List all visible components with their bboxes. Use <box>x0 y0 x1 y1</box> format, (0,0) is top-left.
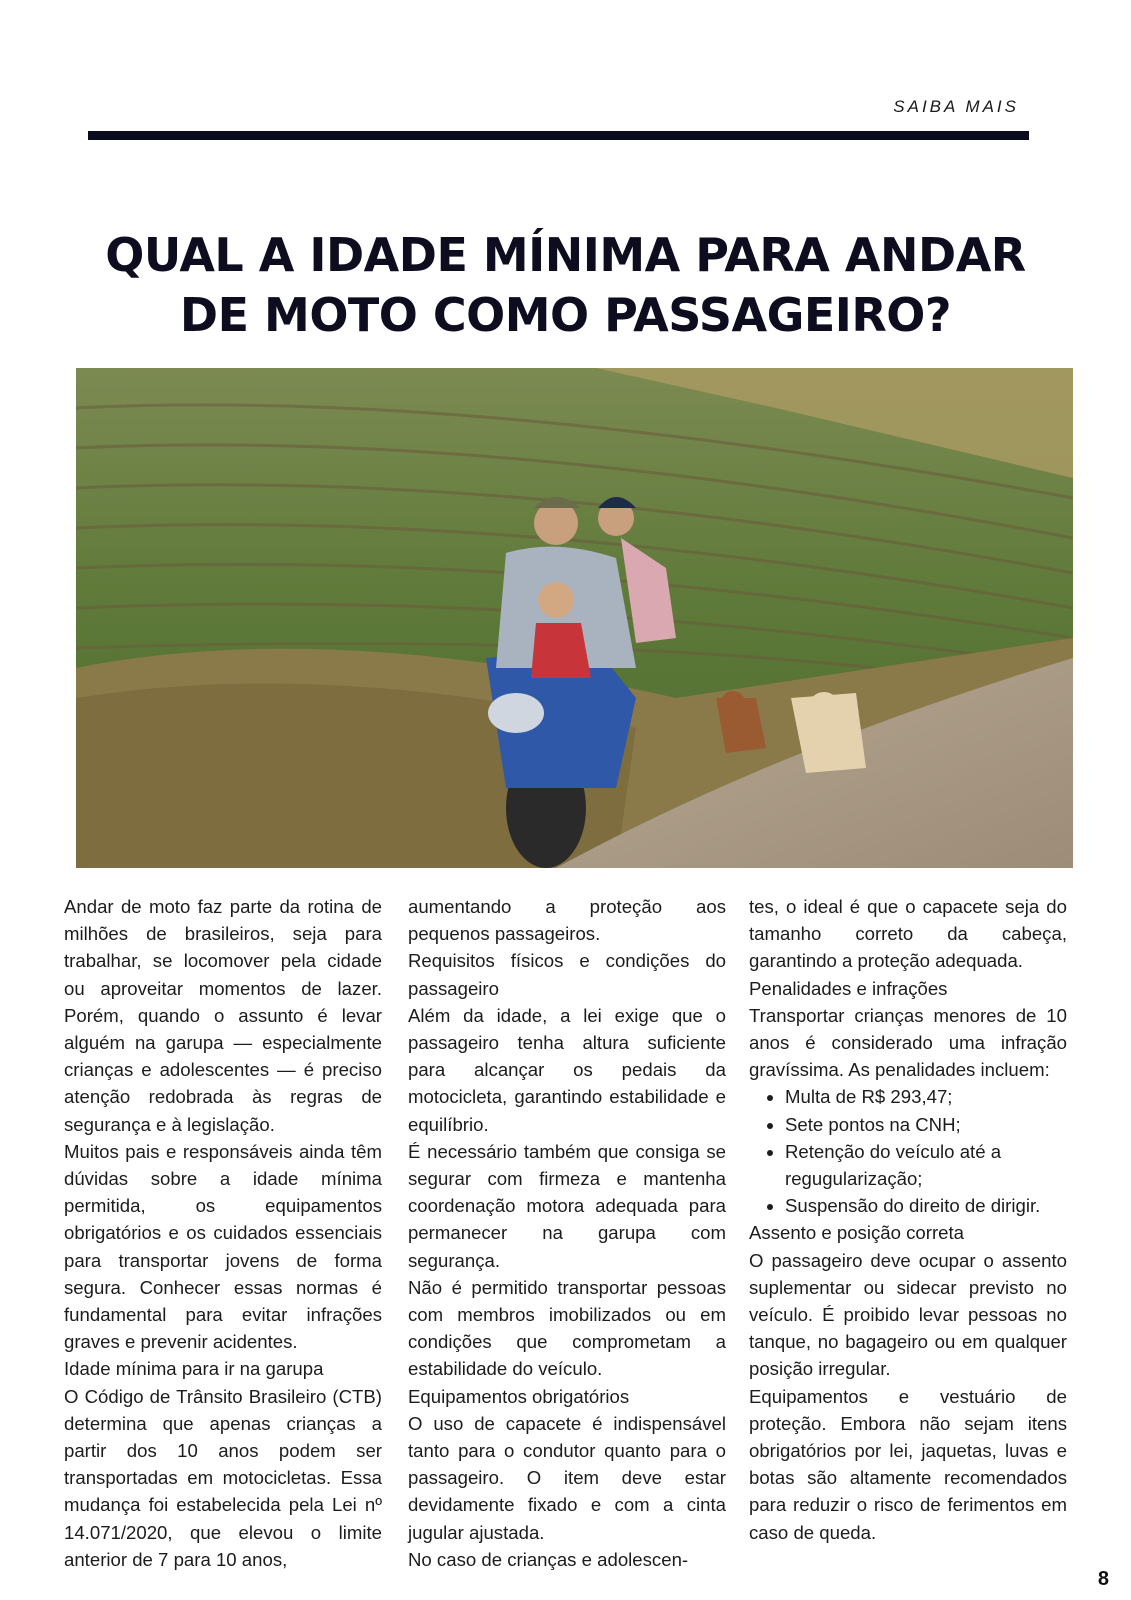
paragraph: Andar de moto faz parte da rotina de milhões de brasileiros, seja para trabalhar, se locomover pela cidade ou aproveitar momentos de lazer. Porém, quando o assunto é levar alguém na garupa — especialmente crianças e adolescentes — é preciso atenção redobrada às regras de segurança e à legislação. <box>64 896 382 1135</box>
article-title-line-1: QUAL A IDADE MÍNIMA PARA ANDAR <box>105 228 1026 282</box>
column-1 <box>64 893 382 1573</box>
list-item: • Retenção do veículo até a regugularização; <box>785 1138 1067 1192</box>
subheading: Idade mínima para ir na garupa <box>64 1358 324 1380</box>
family-on-motorcycle-photo <box>76 368 1073 868</box>
list-item: • Sete pontos na CNH; <box>785 1111 1067 1138</box>
subheading: Requisitos físicos e condições do passageiro <box>408 950 726 999</box>
paragraph: Muitos pais e responsáveis ainda têm dúvidas sobre a idade mínima permitida, os equipamentos obrigatórios e os cuidados essenciais para transportar jovens de forma segura. Conhecer essas normas é fundamental para evitar infrações graves e prevenir acidentes. <box>64 1140 382 1353</box>
paragraph: O uso de capacete é indispensável tanto para o condutor quanto para o passageiro. O item deve estar devidamente fixado e com a cinta jugular ajustada. <box>408 1412 726 1543</box>
list-item: • Suspensão do direito de dirigir. <box>785 1192 1067 1219</box>
paragraph: tes, o ideal é que o capacete seja do tamanho correto da cabeça, garantindo a proteção adequada. <box>749 896 1067 972</box>
paragraph: É necessário também que consiga se segurar com firmeza e mantenha coordenação motora adequada para permanecer na garupa com segurança. <box>408 1140 726 1271</box>
subheading: Assento e posição correta <box>749 1222 964 1244</box>
subheading: Equipamentos obrigatórios <box>408 1385 630 1407</box>
paragraph: Além da idade, a lei exige que o passageiro tenha altura suficiente para alcançar os pedais da motocicleta, garantindo estabilidade e equilíbrio. <box>408 1004 726 1135</box>
section-label: SAIBA MAIS <box>893 97 1019 116</box>
header-rule <box>88 131 1029 140</box>
paragraph: aumentando a proteção aos pequenos passageiros. <box>408 896 726 945</box>
column-3 <box>749 893 1067 1546</box>
page-number: 8 <box>1097 1568 1109 1590</box>
article-photo <box>76 368 1073 868</box>
paragraph: Equipamentos e vestuário de proteção. Embora não sejam itens obrigatórios por lei, jaquetas, luvas e botas são altamente recomendados para reduzir o risco de ferimentos em caso de queda. <box>749 1385 1067 1543</box>
penalties-list <box>749 1083 1067 1219</box>
subheading: Penalidades e infrações <box>749 977 948 999</box>
paragraph: O passageiro deve ocupar o assento suplementar ou sidecar previsto no veículo. É proibido levar pessoas no tanque, no bagageiro ou em qualquer posição irregular. <box>749 1249 1067 1380</box>
paragraph: No caso de crianças e adolescen- <box>408 1548 689 1570</box>
paragraph: O Código de Trânsito Brasileiro (CTB) determina que apenas crianças a partir dos 10 anos podem ser transportadas em motocicletas. Essa mudança foi estabelecida pela Lei nº 14.071/2020, que elevou o limite anterior de 7 para 10 anos, <box>64 1385 382 1570</box>
list-item: • Multa de R$ 293,47; <box>785 1083 1067 1110</box>
paragraph: Transportar crianças menores de 10 anos é considerado uma infração gravíssima. As penalidades incluem: <box>749 1004 1067 1081</box>
column-2 <box>408 893 726 1573</box>
paragraph: Não é permitido transportar pessoas com membros imobilizados ou em condições que comprometam a estabilidade do veículo. <box>408 1276 726 1380</box>
article-title <box>60 225 1071 345</box>
article-title-line-2: DE MOTO COMO PASSAGEIRO? <box>179 288 952 342</box>
